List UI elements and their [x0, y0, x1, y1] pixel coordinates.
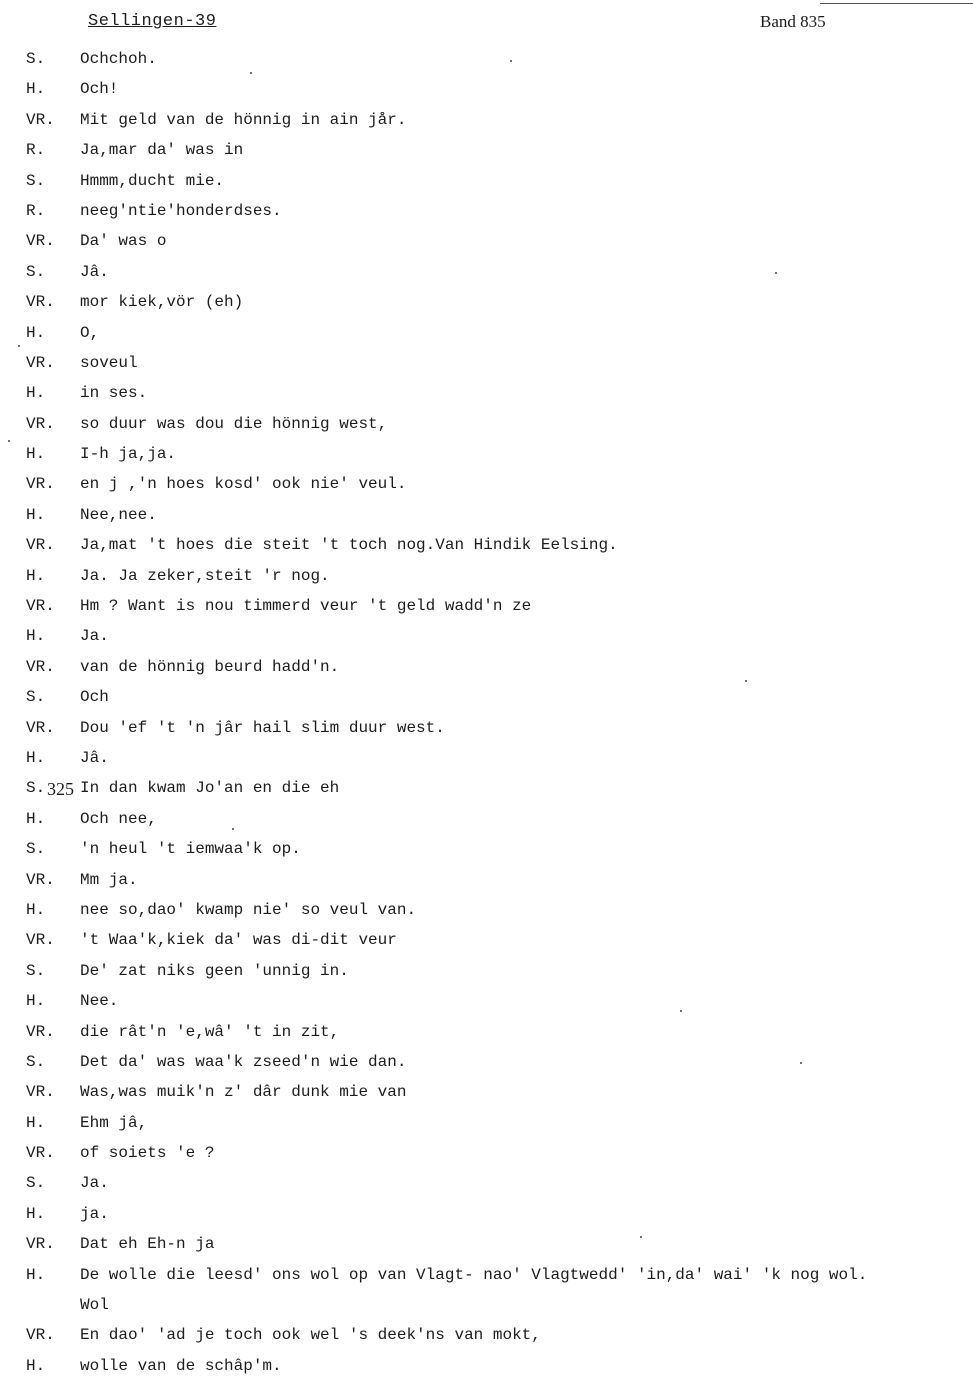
utterance-text: nee so,dao' kwamp nie' so veul van. — [80, 900, 417, 919]
speaker-label: VR. — [26, 1326, 55, 1345]
speaker-label: VR. — [26, 870, 55, 889]
speaker-label: S. — [26, 1174, 46, 1193]
speaker-label: H. — [26, 384, 46, 403]
speaker-label: H. — [26, 323, 46, 342]
utterance-text: 't Waa'k,kiek da' was di-dit veur — [80, 931, 397, 950]
transcript-line — [0, 986, 973, 1016]
speaker-label: VR. — [26, 475, 55, 494]
transcript-line — [0, 865, 973, 895]
transcript-line — [0, 409, 973, 439]
transcript-line — [0, 956, 973, 986]
speaker-label: VR. — [26, 1235, 55, 1254]
utterance-text: wolle van de schâp'm. — [80, 1356, 282, 1375]
transcript-lines — [0, 44, 973, 1381]
speaker-label: S. — [26, 50, 46, 68]
transcript-line — [0, 469, 973, 499]
speaker-label: S. — [26, 262, 46, 281]
transcript-line — [0, 713, 973, 743]
speaker-label: R. — [26, 141, 46, 160]
transcript-line — [0, 743, 973, 773]
utterance-text: Ja,mar da' was in — [80, 141, 244, 160]
transcript-line — [0, 773, 973, 803]
speaker-label: H. — [26, 1356, 46, 1375]
band-number: Band 835 — [760, 12, 826, 31]
speaker-label: H. — [26, 809, 46, 828]
speaker-label: S. — [26, 1052, 46, 1071]
utterance-text: De wolle die leesd' ons wol op van Vlagt- nao' Vlagtwedd' 'in,da' wai' 'k nog wol. — [80, 1265, 868, 1284]
utterance-text: O, — [80, 323, 100, 342]
speaker-label: H. — [26, 566, 46, 585]
transcript-line — [0, 287, 973, 317]
scan-speck — [250, 72, 252, 74]
utterance-text: Och! — [80, 80, 119, 99]
utterance-text: Jâ. — [80, 748, 109, 767]
speaker-label: S. — [26, 961, 46, 980]
scan-speck — [680, 1010, 682, 1012]
speaker-label: H. — [26, 900, 46, 919]
utterance-text: Ochchoh. — [80, 50, 157, 68]
scan-speck — [800, 1062, 802, 1064]
speaker-label: S. — [26, 779, 46, 798]
speaker-label: VR. — [26, 1144, 55, 1163]
utterance-text: 'n heul 't iemwaa'k op. — [80, 840, 301, 859]
transcript-line — [0, 682, 973, 712]
transcript-line — [0, 1108, 973, 1138]
utterance-text: Hm ? Want is nou timmerd veur 't geld wadd'n ze — [80, 597, 532, 616]
utterance-text: en j ,'n hoes kosd' ook nie' veul. — [80, 475, 407, 494]
speaker-label: H. — [26, 1265, 46, 1284]
utterance-text: Was,was muik'n z' dâr dunk mie van — [80, 1083, 407, 1102]
speaker-label: VR. — [26, 110, 55, 129]
scan-speck — [232, 828, 234, 830]
transcript-line — [0, 1199, 973, 1229]
utterance-text: die rât'n 'e,wâ' 't in zit, — [80, 1022, 340, 1041]
speaker-label: VR. — [26, 597, 55, 616]
utterance-text: of soiets 'e ? — [80, 1144, 215, 1163]
transcript-line — [0, 1138, 973, 1168]
transcript-line — [0, 1168, 973, 1198]
transcript-line — [0, 1351, 973, 1381]
scan-speck — [775, 272, 777, 274]
speaker-label: S. — [26, 840, 46, 859]
utterance-text: soveul — [80, 353, 138, 372]
transcript-line — [0, 105, 973, 135]
transcript-line — [0, 652, 973, 682]
speaker-label: H. — [26, 992, 46, 1011]
transcript-line — [0, 196, 973, 226]
scan-speck — [8, 440, 10, 442]
speaker-label: VR. — [26, 718, 55, 737]
transcript-line — [0, 561, 973, 591]
transcript-line — [0, 621, 973, 651]
utterance-text: Dat eh Eh-n ja — [80, 1235, 215, 1254]
transcript-line — [0, 925, 973, 955]
speaker-label: H. — [26, 445, 46, 464]
speaker-label: S. — [26, 171, 46, 190]
utterance-text: van de hönnig beurd hadd'n. — [80, 657, 340, 676]
utterance-text: En dao' 'ad je toch ook wel 's deek'ns van mokt, — [80, 1326, 541, 1345]
utterance-text: neeg'ntie'honderdses. — [80, 201, 282, 220]
speaker-label: H. — [26, 748, 46, 767]
scan-speck — [510, 60, 512, 62]
transcript-line — [0, 226, 973, 256]
utterance-text: Ja. Ja zeker,steit 'r nog. — [80, 566, 330, 585]
utterance-text: Da' was o — [80, 232, 167, 251]
utterance-text: Ehm jâ, — [80, 1113, 148, 1132]
scan-speck — [745, 680, 747, 682]
utterance-text: Dou 'ef 't 'n jâr hail slim duur west. — [80, 718, 445, 737]
transcript-line — [0, 1290, 973, 1320]
speaker-label: S. — [26, 688, 46, 707]
transcript-line — [0, 500, 973, 530]
transcript-line — [0, 1047, 973, 1077]
speaker-label: VR. — [26, 657, 55, 676]
transcript-line — [0, 591, 973, 621]
speaker-label: H. — [26, 505, 46, 524]
utterance-text: In dan kwam Jo'an en die eh — [80, 779, 340, 798]
transcript-line — [0, 348, 973, 378]
utterance-text: in ses. — [80, 384, 148, 403]
speaker-label: H. — [26, 1204, 46, 1223]
utterance-text: Wol — [80, 1296, 109, 1315]
transcript-line — [0, 44, 973, 74]
speaker-label: VR. — [26, 232, 55, 251]
utterance-text: I-h ja,ja. — [80, 445, 177, 464]
speaker-label: VR. — [26, 931, 55, 950]
transcript-line — [0, 1077, 973, 1107]
document-title: Sellingen-39 — [88, 12, 217, 31]
utterance-text: Och — [80, 688, 109, 707]
speaker-label: VR. — [26, 414, 55, 433]
speaker-label: H. — [26, 1113, 46, 1132]
utterance-text: Det da' was waa'k zseed'n wie dan. — [80, 1052, 407, 1071]
speaker-label: VR. — [26, 1083, 55, 1102]
transcript-line — [0, 895, 973, 925]
utterance-text: so duur was dou die hönnig west, — [80, 414, 388, 433]
transcript-line — [0, 135, 973, 165]
utterance-text: Mm ja. — [80, 870, 138, 889]
utterance-text: Och nee, — [80, 809, 157, 828]
transcript-line — [0, 834, 973, 864]
utterance-text: mor kiek,vör (eh) — [80, 293, 244, 312]
utterance-text: Ja. — [80, 627, 109, 646]
transcript-line — [0, 318, 973, 348]
utterance-text: ja. — [80, 1204, 109, 1223]
transcript-line — [0, 166, 973, 196]
transcript-line — [0, 439, 973, 469]
speaker-label: VR. — [26, 536, 55, 555]
transcript-line — [0, 1017, 973, 1047]
margin-marker: 325 — [47, 779, 74, 799]
speaker-label: H. — [26, 80, 46, 99]
utterance-text: Mit geld van de hönnig in ain jår. — [80, 110, 407, 129]
transcript-line — [0, 1320, 973, 1350]
speaker-label: VR. — [26, 1022, 55, 1041]
transcript-line — [0, 804, 973, 834]
speaker-label: R. — [26, 201, 46, 220]
utterance-text: Jâ. — [80, 262, 109, 281]
transcript-line — [0, 74, 973, 104]
speaker-label: VR. — [26, 293, 55, 312]
utterance-text: Nee,nee. — [80, 505, 157, 524]
utterance-text: Hmmm,ducht mie. — [80, 171, 225, 190]
utterance-text: Nee. — [80, 992, 119, 1011]
scan-speck — [18, 345, 20, 347]
transcript-line — [0, 257, 973, 287]
top-rule — [820, 3, 973, 4]
utterance-text: De' zat niks geen 'unnig in. — [80, 961, 349, 980]
transcript-line — [0, 1260, 973, 1290]
transcript-line — [0, 530, 973, 560]
scan-speck — [640, 1236, 642, 1238]
transcript-line — [0, 378, 973, 408]
speaker-label: VR. — [26, 353, 55, 372]
speaker-label: H. — [26, 627, 46, 646]
utterance-text: Ja,mat 't hoes die steit 't toch nog.Van Hindik Eelsing. — [80, 536, 618, 555]
transcript-line — [0, 1229, 973, 1259]
utterance-text: Ja. — [80, 1174, 109, 1193]
